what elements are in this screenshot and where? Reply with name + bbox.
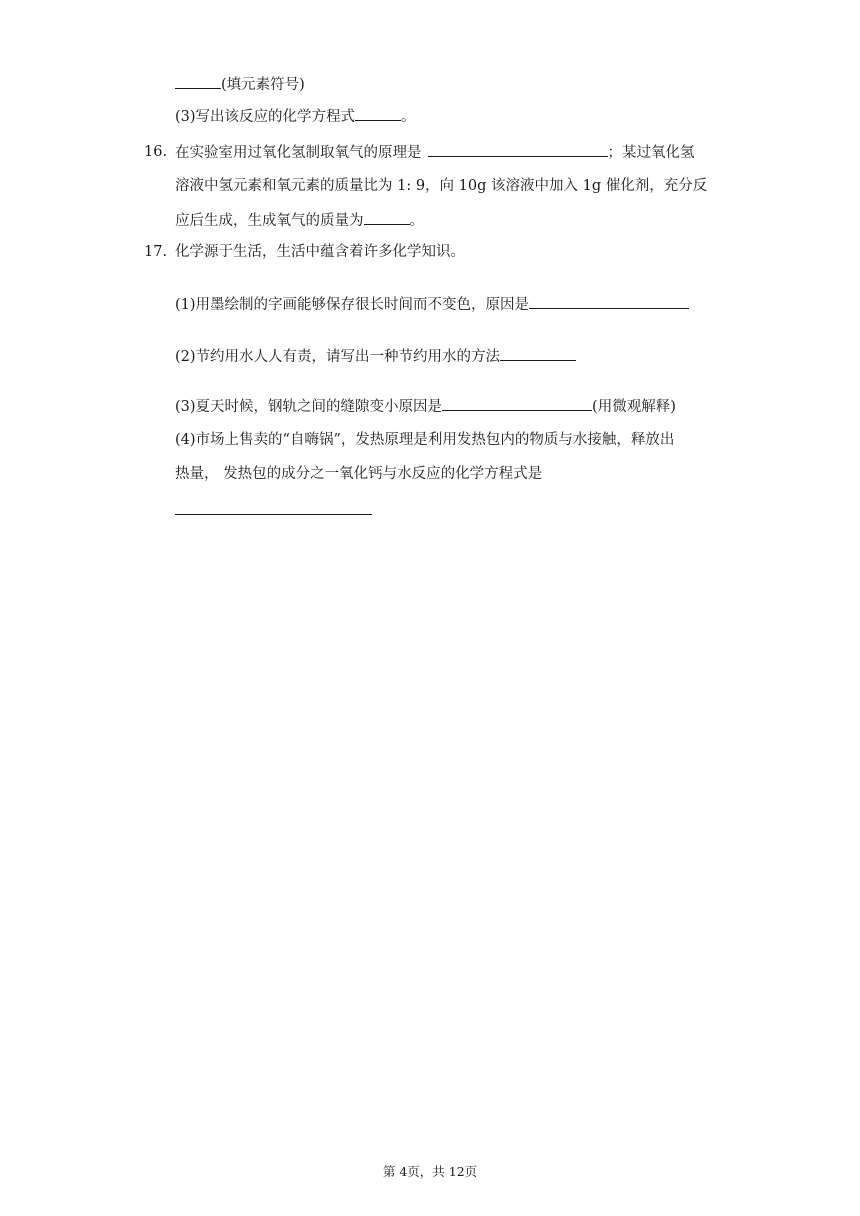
answer-blank[interactable]: [529, 294, 689, 309]
answer-blank[interactable]: [364, 210, 410, 225]
answer-blank[interactable]: [500, 346, 576, 361]
answer-blank[interactable]: [355, 106, 401, 121]
q15-sub3-line: (3)写出该反应的化学方程式 。: [175, 106, 416, 127]
q15-element-symbol-line: (填元素符号): [175, 74, 305, 95]
q17-sub4-line-1: (4)市场上售卖的“自嗨锅”，发热原理是利用发热包内的物质与水接触，释放出: [175, 432, 675, 448]
answer-blank[interactable]: [175, 500, 372, 515]
q17-sub1: (1)用墨绘制的字画能够保存很长时间而不变色，原因是: [175, 294, 689, 315]
q16-line-2: 溶液中氢元素和氧元素的质量比为 1: 9，向 10g 该溶液中加入 1g 催化剂，充分反: [175, 178, 708, 194]
q17-intro: 化学源于生活，生活中蕴含着许多化学知识。: [175, 244, 465, 260]
q17-sub4-line-2: 热量， 发热包的成分之一氧化钙与水反应的化学方程式是: [175, 466, 543, 482]
q17-sub2: (2)节约用水人人有责，请写出一种节约用水的方法: [175, 346, 576, 367]
question-number: 17.: [144, 244, 168, 260]
q16-line-3: 应后生成，生成氧气的质量为 。: [175, 210, 424, 231]
answer-blank[interactable]: [442, 396, 592, 411]
q17-sub3: (3)夏天时候，钢轨之间的缝隙变小原因是 (用微观解释): [175, 396, 676, 417]
page-footer: 第 4页，共 12页: [382, 1164, 478, 1179]
answer-blank[interactable]: [175, 74, 221, 89]
answer-blank[interactable]: [428, 142, 608, 157]
question-number: 16.: [144, 144, 168, 160]
q17-sub4-answer-line: [175, 500, 372, 521]
q16-line-1: 在实验室用过氧化氢制取氧气的原理是 ；某过氧化氢: [175, 142, 695, 163]
